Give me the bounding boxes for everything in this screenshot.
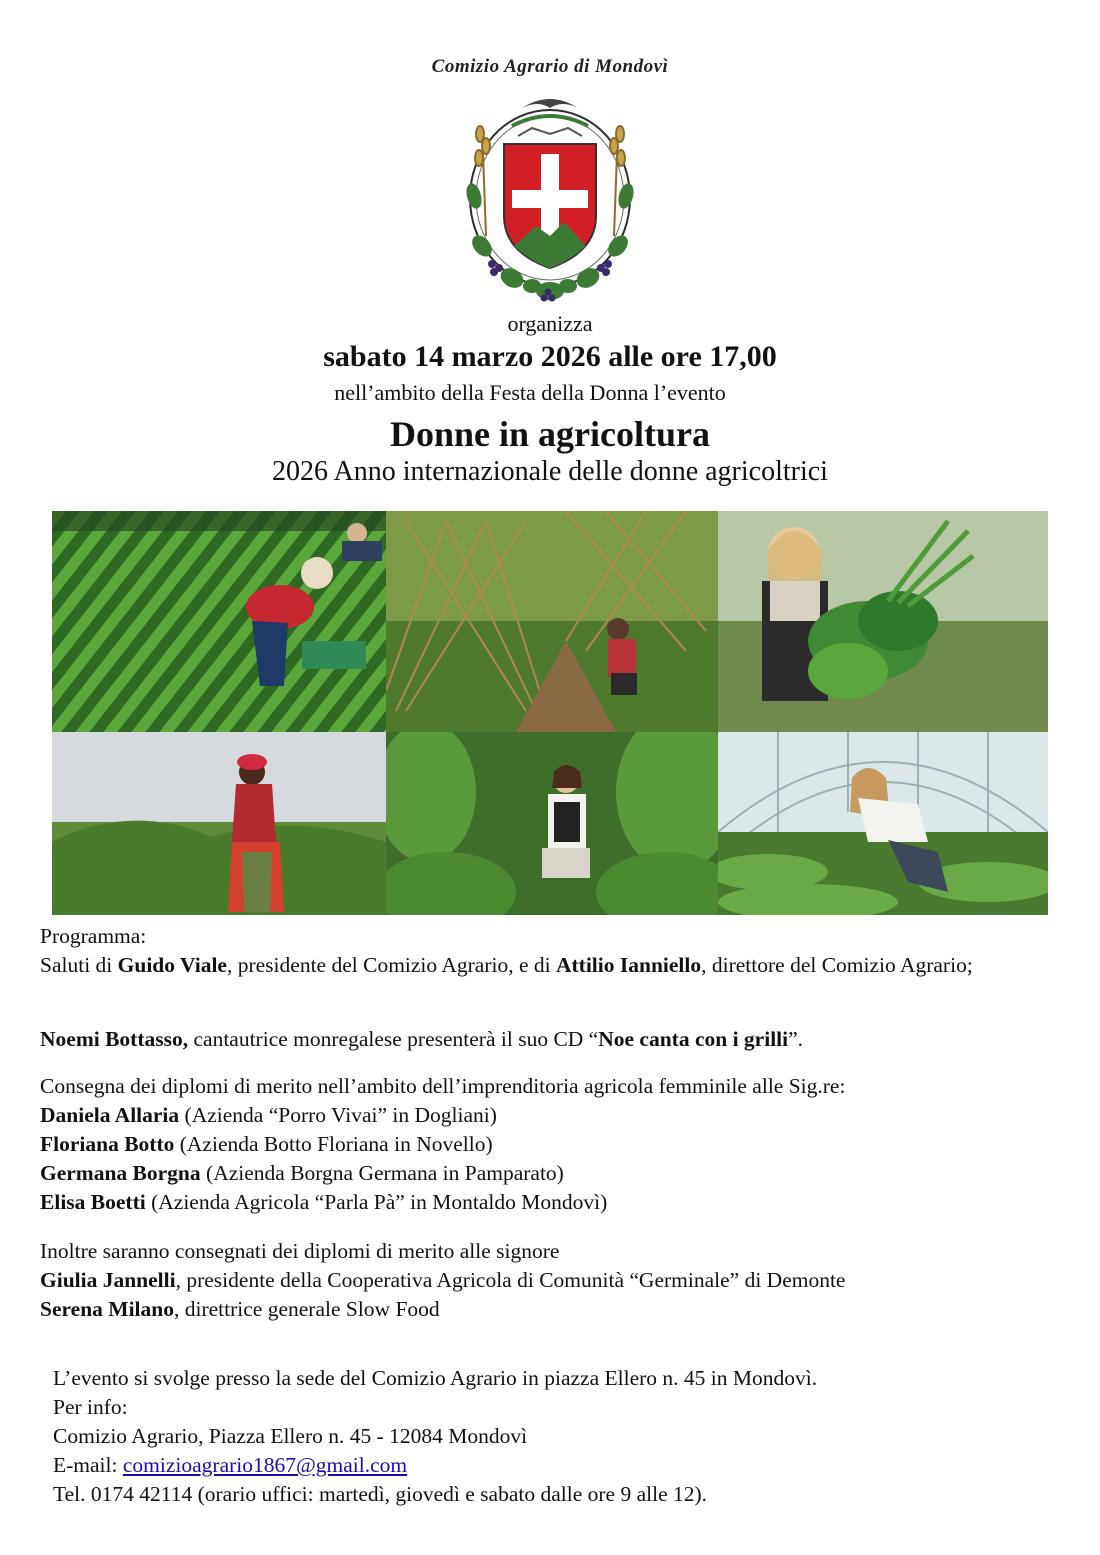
performer-end: ”.: [788, 1027, 804, 1051]
photo-woman-tomato-plants: [386, 732, 718, 915]
list-item: [40, 1159, 1080, 1188]
photo-woman-lettuce-field: [52, 511, 386, 732]
email-link[interactable]: comizioagrario1867@gmail.com: [122, 1453, 408, 1477]
email-line: [53, 1451, 1073, 1480]
event-date: sabato 14 marzo 2026 alle ore 17,00: [323, 340, 777, 373]
cd-title: Noe canta con i grilli: [598, 1027, 789, 1051]
recipient-name: Germana Borgna: [40, 1161, 201, 1185]
woman-harvesting-lettuce-icon: [52, 511, 386, 732]
event-title: Donne in agricoltura: [390, 414, 710, 454]
woman-under-bean-trellis-icon: [386, 511, 718, 732]
event-location: L’evento si svolge presso la sede del Comizio Agrario in piazza Ellero n. 45 in Mondovì.: [53, 1366, 818, 1390]
logo-text: Comizio Agrario di Mondovì: [431, 56, 669, 77]
extra-intro: Inoltre saranno consegnati dei diplomi di merito alle signore: [40, 1239, 560, 1263]
list-item: [40, 1130, 1080, 1159]
program-performer: [40, 1025, 1080, 1054]
list-item: [40, 1266, 1080, 1295]
coat-of-arms-icon: [452, 86, 648, 304]
address: Comizio Agrario, Piazza Ellero n. 45 - 12084 Mondovì: [53, 1424, 528, 1448]
photo-woman-holding-greens: [718, 511, 1048, 732]
woman-with-clipboard-icon: [386, 732, 718, 915]
list-item: [40, 1188, 1080, 1217]
email-label: E-mail:: [53, 1453, 123, 1477]
program-section: [40, 922, 1060, 980]
greetings-prefix: Saluti di: [40, 953, 118, 977]
recipient-name: Serena Milano: [40, 1297, 174, 1321]
info-section: [53, 1364, 1073, 1509]
event-context: nell’ambito della Festa della Donna l’evento: [334, 380, 726, 405]
event-subtitle: 2026 Anno internazionale delle donne agricoltrici: [272, 456, 828, 487]
list-item: [40, 1101, 1080, 1130]
info-label: Per info:: [53, 1395, 128, 1419]
recipient-name: Floriana Botto: [40, 1132, 175, 1156]
recipient-detail: , presidente della Cooperativa Agricola di Comunità “Germinale” di Demonte: [175, 1268, 846, 1292]
greetings-mid: , presidente del Comizio Agrario, e di: [226, 953, 556, 977]
recipient-name: Daniela Allaria: [40, 1103, 180, 1127]
diplomas-intro: Consegna dei diplomi di merito nell’ambito dell’imprenditoria agricola femminile alle Sig.re:: [40, 1074, 846, 1098]
recipient-name: Elisa Boetti: [40, 1190, 146, 1214]
person-attilio-ianniello: Attilio Ianniello: [555, 953, 702, 977]
photo-woman-greenhouse: [718, 732, 1048, 915]
woman-working-field-icon: [52, 732, 386, 915]
extra-diplomas-section: [40, 1237, 1080, 1324]
recipient-detail: (Azienda Borgna Germana in Pamparato): [200, 1161, 564, 1185]
recipient-detail: (Azienda Botto Floriana in Novello): [174, 1132, 493, 1156]
greetings-suffix: , direttore del Comizio Agrario;: [701, 953, 973, 977]
photo-woman-trellis-garden: [386, 511, 718, 732]
photo-grid: [52, 511, 1048, 915]
program-greetings: [40, 951, 1060, 980]
recipient-detail: (Azienda Agricola “Parla Pà” in Montaldo Mondovì): [145, 1190, 608, 1214]
performer-name: Noemi Bottasso,: [40, 1027, 189, 1051]
recipient-detail: , direttrice generale Slow Food: [173, 1297, 440, 1321]
woman-in-greenhouse-icon: [718, 732, 1048, 915]
program-heading: Programma:: [40, 924, 147, 948]
recipient-name: Giulia Jannelli: [40, 1268, 176, 1292]
person-guido-viale: Guido Viale: [117, 953, 227, 977]
phone-line: Tel. 0174 42114 (orario uffici: martedì, giovedì e sabato dalle ore 9 alle 12).: [53, 1482, 708, 1506]
recipient-detail: (Azienda “Porro Vivai” in Dogliani): [179, 1103, 497, 1127]
diplomas-section: [40, 1072, 1080, 1217]
organizza-label: organizza: [507, 311, 593, 336]
list-item: [40, 1295, 1080, 1324]
photo-woman-african-field: [52, 732, 386, 915]
woman-holding-vegetables-icon: [718, 511, 1048, 732]
performer-text: cantautrice monregalese presenterà il suo CD “: [188, 1027, 599, 1051]
